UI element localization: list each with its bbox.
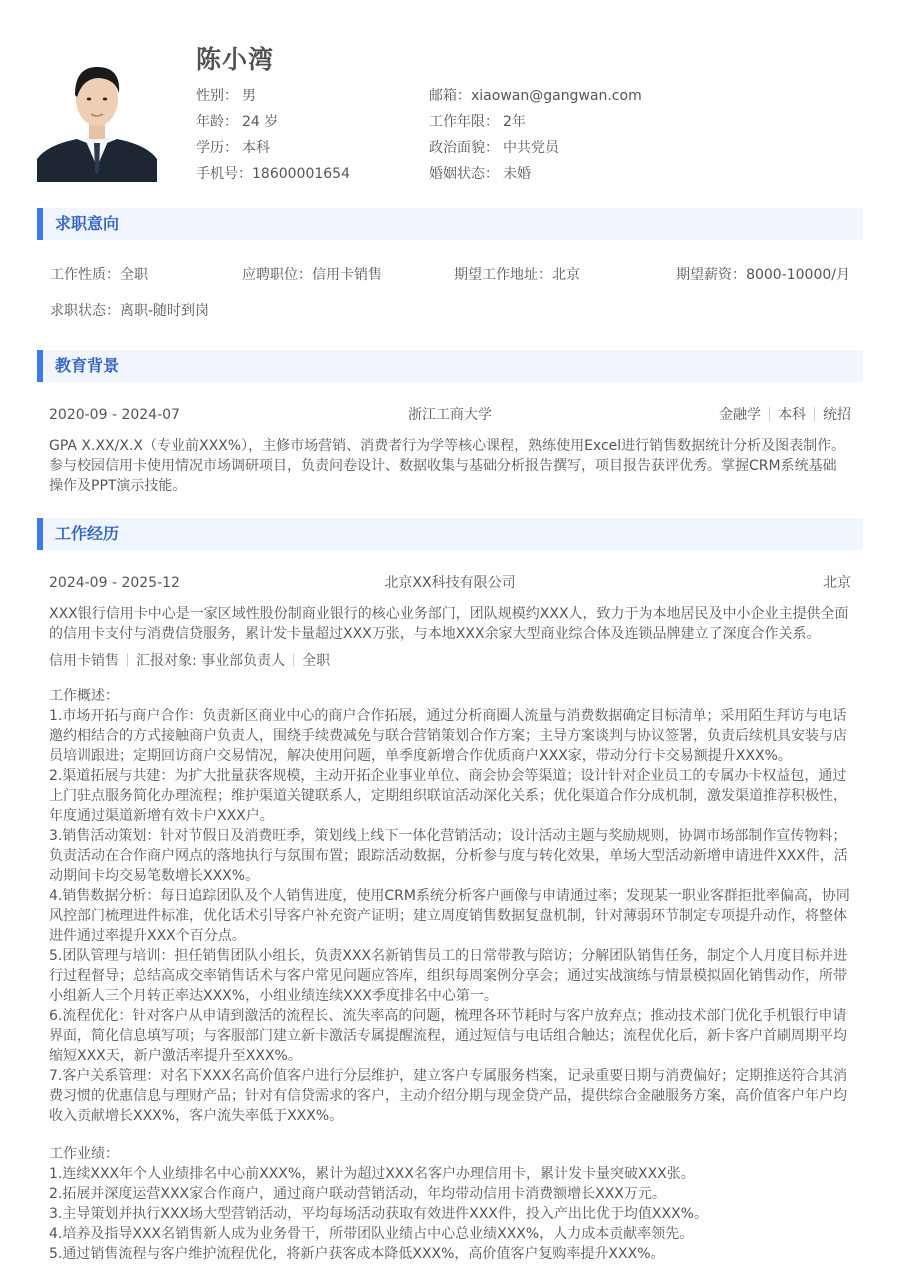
profile-photo [37, 47, 157, 182]
work-company: 北京XX科技有限公司 [384, 575, 516, 591]
section-accent-bar [37, 518, 43, 550]
intention-position: 应聘职位：信用卡销售 [242, 267, 382, 283]
section-accent-bar [37, 208, 43, 240]
section-accent-bar [37, 350, 43, 382]
info-phone: 手机号：18600001654 [196, 166, 350, 182]
candidate-name: 陈小湾 [196, 45, 275, 74]
education-tags: 金融学 本科 统招 [719, 407, 851, 423]
section-header-education [37, 350, 863, 382]
section-title: 求职意向 [55, 214, 120, 233]
work-overview: 工作概述： 1.市场开拓与商户合作：负责新区商业中心的商户合作拓展，通过分析商圈人流量与消费数据确定目标清单；采用陌生拜访与电话 邀约相结合的方式接触商户负责人，围绕手续费减免与联合营销策划合作方案；主导方案谈判与协议签署，负责后续机具安装与店 员培训跟进；定期回访商户交易情况，解决使用问题，单季度新增合作优质商户XXX家，带动分行卡交易额提升XXX%。 2.渠道拓展与共建：为扩大批量获客规模，主动开拓企业事业单位、商会协会等渠道；设计针对企业员工的专属办卡权益包，通过 上门驻点服务简化办理流程；维护渠道关键联系人，定期组织联谊活动深化关系；优化渠道合作分成机制，激发渠道推荐积极性， 年度通过渠道新增有效卡户XXX户。 3.销售活动策划：针对节假日及消费旺季，策划线上线下一体化营销活动；设计活动主题与奖励规则，协调市场部制作宣传物料； 负责活动在合作商户网点的落地执行与氛围布置；跟踪活动数据，分析参与度与转化效果，单场大型活动新增申请进件XXX件，活 动期间卡均交易笔数增长XXX%。 4.销售数据分析：每日追踪团队及个人销售进度，使用CRM系统分析客户画像与申请通过率；发现某一职业客群拒批率偏高，协同 风控部门梳理进件标准，优化话术引导客户补充资产证明；建立周度销售数据复盘机制，针对薄弱环节制定专项提升动作，将整体 进件通过率提升XXX个百分点。 5.团队管理与培训：担任销售团队小组长，负责XXX名新销售员工的日常带教与陪访；分解团队销售任务，制定个人月度目标并进 行过程督导；总结高成交率销售话术与客户常见问题应答库，组织每周案例分享会；通过实战演练与情景模拟固化销售动作，所带 小组新人三个月转正率达XXX%，小组业绩连续XXX季度排名中心第一。 6.流程优化：针对客户从申请到激活的流程长、流失率高的问题，梳理各环节耗时与客户放弃点；推动技术部门优化手机银行申请 界面，简化信息填写项；与客服部门建立新卡激活专属提醒流程，通过短信与电话组合触达；流程优化后，新卡客户首刷周期平均 缩短XXX天，新户激活率提升至XXX%。 7.客户关系管理：对名下XXX名高价值客户进行分层维护，建立客户专属服务档案，记录重要日期与消费偏好；定期推送符合其消 费习惯的优惠信息与理财产品；针对有信贷需求的客户，主动介绍分期与现金贷产品，提供综合金融服务方案，高价值客户年户均 收入贡献增长XXX%，客户流失率低于XXX%。 [49, 688, 850, 1124]
info-email: 邮箱：xiaowan@gangwan.com [429, 88, 642, 104]
info-age: 年龄： 24 岁 [196, 114, 279, 130]
work-city: 北京 [823, 575, 851, 591]
info-political-status: 政治面貌： 中共党员 [429, 140, 559, 156]
intention-location: 期望工作地址：北京 [454, 267, 580, 283]
work-company-intro: XXX银行信用卡中心是一家区域性股份制商业银行的核心业务部门，团队规模约XXX人，致力于为本地居民及中小企业主提供全面 的信用卡支付与消费信贷服务，累计发卡量超过XXX万张，与本地XXX余家大型商业综合体及连锁品牌建立了深度合作关系。 [49, 606, 849, 642]
intention-nature: 工作性质：全职 [50, 267, 148, 283]
education-date: 2020-09 - 2024-07 [49, 407, 180, 423]
section-title: 工作经历 [55, 524, 120, 543]
work-results: 工作业绩： 1.连续XXX年个人业绩排名中心前XXX%，累计为超过XXX名客户办理信用卡，累计发卡量突破XXX张。 2.拓展并深度运营XXX家合作商户，通过商户联动营销活动，年均带动信用卡消费额增长XXX万元。 3.主导策划并执行XXX场大型营销活动，平均每场活动获取有效进件XXX件，投入产出比优于均值XXX%。 4.培养及指导XXX名销售新人成为业务骨干，所带团队业绩占中心总业绩XXX%，人力成本贡献率领先。 5.通过销售流程与客户维护流程优化，将新户获客成本降低XXX%，高价值客户复购率提升XXX%。 [49, 1146, 708, 1262]
intention-salary: 期望薪资：8000-10000/月 [676, 267, 850, 283]
info-education: 学历： 本科 [196, 140, 270, 156]
intention-status: 求职状态：离职-随时到岗 [50, 303, 210, 319]
section-header-work [37, 518, 863, 550]
education-description: GPA X.XX/X.X（专业前XXX%），主修市场营销、消费者行为学等核心课程，熟练使用Excel进行销售数据统计分析及图表制作。 参与校园信用卡使用情况市场调研项目，负责问卷设计、数据收集与基础分析报告撰写，项目报告获评优秀。掌握CRM系统基础 操作及PPT演示技能。 [49, 438, 846, 494]
education-school: 浙江工商大学 [408, 407, 492, 423]
section-title: 教育背景 [55, 356, 120, 375]
info-work-years: 工作年限： 2年 [429, 114, 526, 130]
work-role-tags: 信用卡销售 汇报对象: 事业部负责人 全职 [49, 653, 331, 669]
person-portrait-icon [37, 47, 157, 182]
info-marital-status: 婚姻状态： 未婚 [429, 166, 531, 182]
work-date: 2024-09 - 2025-12 [49, 575, 180, 591]
section-header-intention [37, 208, 863, 240]
info-gender: 性别： 男 [196, 88, 256, 104]
